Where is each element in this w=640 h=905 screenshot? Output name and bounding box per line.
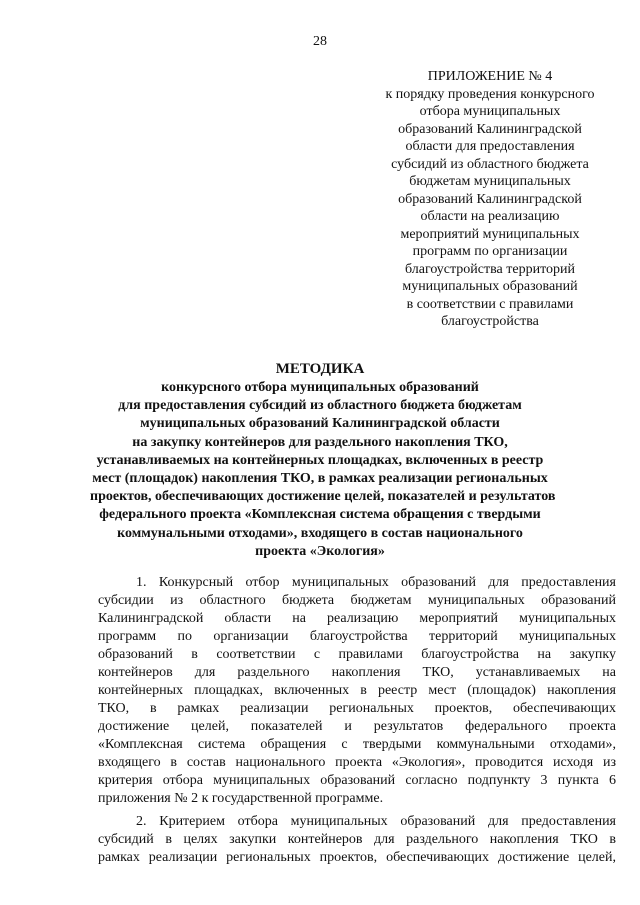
title-line: коммунальными отходами», входящего в состав национального [117, 525, 523, 541]
page-number: 28 [313, 34, 327, 49]
title-heading: МЕТОДИКА [275, 361, 365, 377]
title-line: проектов, обеспечивающих достижение целей, показателей и результатов [90, 489, 556, 505]
body-line: субсидий в целях закупки контейнеров для раздельного накопления ТКО в [98, 832, 616, 847]
title-line: для предоставления субсидий из областного бюджета бюджетам [118, 398, 522, 414]
body-line: Калининградской области на реализацию мероприятий муниципальных [98, 611, 616, 626]
body-line: контейнерных площадках, включенных в реестр мест (площадок) накопления [98, 683, 616, 698]
paragraph-1 [98, 574, 616, 808]
appendix-line: муниципальных образований [402, 279, 578, 294]
body-line: приложения № 2 к государственной программе. [98, 791, 384, 806]
title-line: муниципальных образований Калининградской области [140, 416, 500, 432]
appendix-title: ПРИЛОЖЕНИЕ № 4 [427, 69, 553, 84]
body-line: субсидии из областного бюджета бюджетам муниципальных образований [98, 593, 616, 608]
appendix-line: субсидий из областного бюджета [391, 156, 589, 172]
appendix-line: образований Калининградской [398, 191, 582, 207]
appendix-line: области для предоставления [405, 139, 575, 154]
title-line: на закупку контейнеров для раздельного накопления ТКО, [132, 434, 508, 450]
appendix-line: благоустройства территорий [404, 261, 576, 277]
title-line: мест (площадок) накопления ТКО, в рамках реализации региональных [92, 471, 548, 487]
document-title [90, 360, 556, 561]
title-line: устанавливаемых на контейнерных площадках, включенных в реестр [96, 452, 544, 468]
appendix-line: бюджетам муниципальных [409, 174, 571, 189]
body-line: контейнеров для раздельного накопления ТКО, устанавливаемых на [98, 665, 616, 680]
body-line: 2. Критерием отбора муниципальных образований для предоставления [136, 814, 616, 829]
body-text [98, 574, 616, 867]
title-line: федерального проекта «Комплексная система обращения с твердыми [99, 507, 541, 523]
appendix-line: программ по организации [412, 244, 568, 259]
appendix-line: образований Калининградской [398, 121, 582, 137]
appendix-line: к порядку проведения конкурсного [385, 86, 595, 102]
appendix-line: отбора муниципальных [419, 104, 561, 119]
paragraph-2 [98, 813, 616, 867]
appendix-line: благоустройства [441, 314, 539, 329]
appendix-line: в соответствии с правилами [406, 296, 574, 312]
title-line: проекта «Экология» [255, 543, 385, 559]
body-line: входящего в состав национального проекта «Экология», проводится исходя из [98, 755, 616, 770]
body-line: 1. Конкурсный отбор муниципальных образований для предоставления [136, 575, 616, 590]
body-line: критерия отбора муниципальных образований согласно подпункту 3 пункта 6 [98, 773, 616, 788]
body-line: «Комплексная система обращения с твердыми коммунальными отходами», [98, 737, 616, 752]
body-line: ТКО, в рамках реализации региональных проектов, обеспечивающих [98, 701, 616, 716]
appendix-line: мероприятий муниципальных [400, 226, 580, 242]
body-line: образований в соответствии с правилами благоустройства на закупку [98, 647, 616, 662]
body-line: достижение целей, показателей и результатов федерального проекта [98, 719, 616, 734]
appendix-header [355, 68, 625, 331]
title-line: конкурсного отбора муниципальных образований [161, 380, 479, 395]
body-line: программ по организации благоустройства территорий муниципальных [98, 629, 616, 644]
body-line: рамках реализации региональных проектов, обеспечивающих достижение целей, [98, 850, 616, 865]
appendix-line: области на реализацию [420, 209, 560, 224]
